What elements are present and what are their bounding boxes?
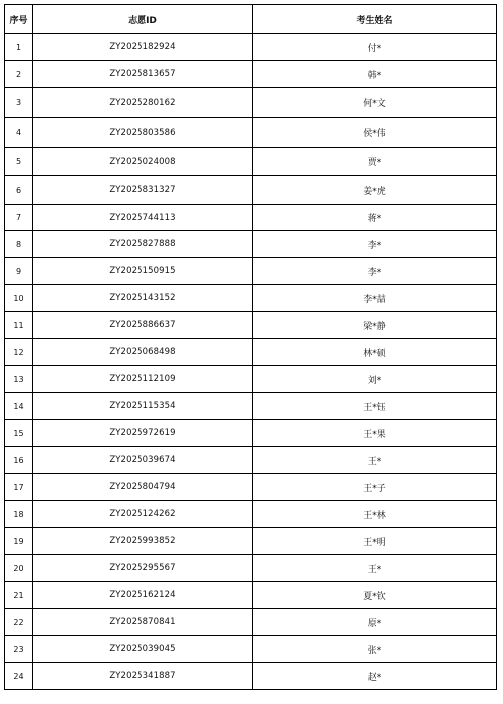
table-row xyxy=(5,339,497,366)
application-id-cell: ZY2025182924 xyxy=(33,34,253,61)
serial-number-cell: 15 xyxy=(5,420,33,447)
serial-number-cell: 12 xyxy=(5,339,33,366)
table-row xyxy=(5,312,497,339)
application-id-cell: ZY2025115354 xyxy=(33,393,253,420)
application-id-cell: ZY2025341887 xyxy=(33,663,253,690)
candidate-name-cell: 姜*虎 xyxy=(253,176,497,205)
candidate-name-cell: 张* xyxy=(253,636,497,663)
candidate-name-cell: 王* xyxy=(253,555,497,582)
application-id-cell: ZY2025039045 xyxy=(33,636,253,663)
table-row xyxy=(5,447,497,474)
applicant-table xyxy=(4,4,497,690)
candidate-name-cell: 赵* xyxy=(253,663,497,690)
table-row xyxy=(5,285,497,312)
candidate-name-cell: 何*文 xyxy=(253,88,497,118)
candidate-name-cell: 蒋* xyxy=(253,205,497,231)
candidate-name-cell: 王*明 xyxy=(253,528,497,555)
candidate-name-cell: 原* xyxy=(253,609,497,636)
candidate-name-cell: 付* xyxy=(253,34,497,61)
serial-number-cell: 8 xyxy=(5,231,33,258)
candidate-name-cell: 王*钰 xyxy=(253,393,497,420)
application-id-cell: ZY2025972619 xyxy=(33,420,253,447)
table-row xyxy=(5,231,497,258)
candidate-name-cell: 李* xyxy=(253,258,497,285)
table-row xyxy=(5,205,497,231)
serial-number-cell: 20 xyxy=(5,555,33,582)
candidate-name-cell: 李* xyxy=(253,231,497,258)
application-id-cell: ZY2025813657 xyxy=(33,61,253,88)
serial-number-cell: 9 xyxy=(5,258,33,285)
candidate-name-cell: 王*果 xyxy=(253,420,497,447)
candidate-name-cell: 李*喆 xyxy=(253,285,497,312)
serial-number-cell: 18 xyxy=(5,501,33,528)
serial-number-cell: 3 xyxy=(5,88,33,118)
table-row xyxy=(5,582,497,609)
serial-number-cell: 11 xyxy=(5,312,33,339)
table-row xyxy=(5,609,497,636)
serial-number-cell: 6 xyxy=(5,176,33,205)
table-row xyxy=(5,148,497,176)
table-row xyxy=(5,393,497,420)
table-row xyxy=(5,61,497,88)
candidate-name-cell: 王* xyxy=(253,447,497,474)
application-id-cell: ZY2025162124 xyxy=(33,582,253,609)
application-id-cell: ZY2025280162 xyxy=(33,88,253,118)
serial-number-cell: 4 xyxy=(5,118,33,148)
roster-sheet xyxy=(4,4,497,690)
serial-number-cell: 24 xyxy=(5,663,33,690)
table-row xyxy=(5,555,497,582)
application-id-cell: ZY2025143152 xyxy=(33,285,253,312)
table-row xyxy=(5,258,497,285)
application-id-cell: ZY2025744113 xyxy=(33,205,253,231)
table-row xyxy=(5,663,497,690)
table-body xyxy=(5,34,497,690)
header-candidate-name: 考生姓名 xyxy=(253,5,497,34)
candidate-name-cell: 贾* xyxy=(253,148,497,176)
candidate-name-cell: 侯*伟 xyxy=(253,118,497,148)
serial-number-cell: 19 xyxy=(5,528,33,555)
application-id-cell: ZY2025831327 xyxy=(33,176,253,205)
table-header-row xyxy=(5,5,497,34)
serial-number-cell: 2 xyxy=(5,61,33,88)
header-serial-number: 序号 xyxy=(5,5,33,34)
table-row xyxy=(5,118,497,148)
candidate-name-cell: 林*硕 xyxy=(253,339,497,366)
serial-number-cell: 21 xyxy=(5,582,33,609)
table-row xyxy=(5,366,497,393)
application-id-cell: ZY2025039674 xyxy=(33,447,253,474)
application-id-cell: ZY2025295567 xyxy=(33,555,253,582)
serial-number-cell: 13 xyxy=(5,366,33,393)
application-id-cell: ZY2025804794 xyxy=(33,474,253,501)
serial-number-cell: 23 xyxy=(5,636,33,663)
candidate-name-cell: 王*林 xyxy=(253,501,497,528)
serial-number-cell: 1 xyxy=(5,34,33,61)
application-id-cell: ZY2025150915 xyxy=(33,258,253,285)
application-id-cell: ZY2025803586 xyxy=(33,118,253,148)
candidate-name-cell: 刘* xyxy=(253,366,497,393)
header-application-id: 志愿ID xyxy=(33,5,253,34)
application-id-cell: ZY2025124262 xyxy=(33,501,253,528)
table-row xyxy=(5,34,497,61)
table-row xyxy=(5,420,497,447)
serial-number-cell: 17 xyxy=(5,474,33,501)
serial-number-cell: 7 xyxy=(5,205,33,231)
candidate-name-cell: 夏*钦 xyxy=(253,582,497,609)
table-row xyxy=(5,501,497,528)
serial-number-cell: 16 xyxy=(5,447,33,474)
application-id-cell: ZY2025024008 xyxy=(33,148,253,176)
serial-number-cell: 10 xyxy=(5,285,33,312)
table-row xyxy=(5,528,497,555)
application-id-cell: ZY2025886637 xyxy=(33,312,253,339)
table-row xyxy=(5,88,497,118)
serial-number-cell: 5 xyxy=(5,148,33,176)
application-id-cell: ZY2025112109 xyxy=(33,366,253,393)
serial-number-cell: 22 xyxy=(5,609,33,636)
candidate-name-cell: 梁*静 xyxy=(253,312,497,339)
serial-number-cell: 14 xyxy=(5,393,33,420)
application-id-cell: ZY2025870841 xyxy=(33,609,253,636)
candidate-name-cell: 王*子 xyxy=(253,474,497,501)
candidate-name-cell: 韩* xyxy=(253,61,497,88)
table-row xyxy=(5,176,497,205)
application-id-cell: ZY2025068498 xyxy=(33,339,253,366)
table-row xyxy=(5,636,497,663)
application-id-cell: ZY2025827888 xyxy=(33,231,253,258)
application-id-cell: ZY2025993852 xyxy=(33,528,253,555)
table-row xyxy=(5,474,497,501)
